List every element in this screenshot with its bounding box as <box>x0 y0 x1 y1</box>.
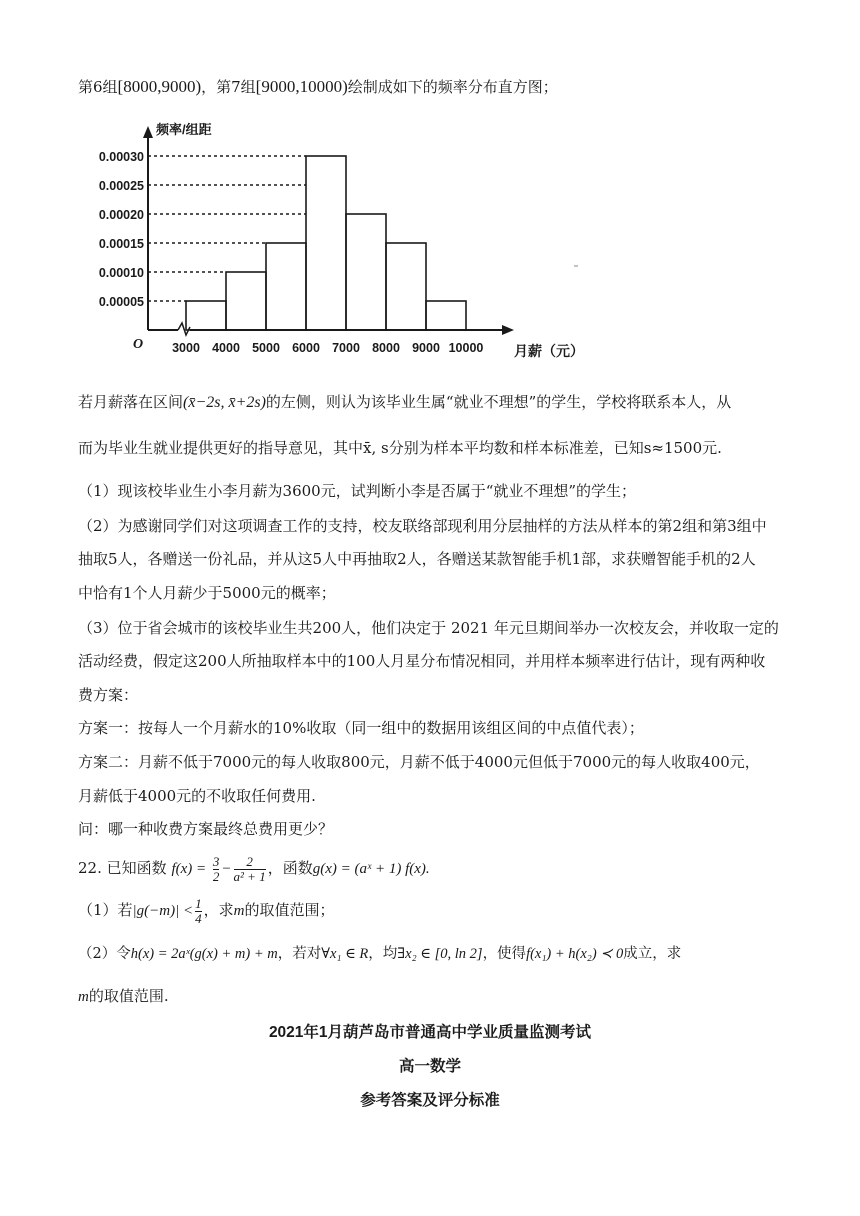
chart-axes <box>143 126 578 335</box>
text: ，求 <box>203 901 234 919</box>
text: 成立，求 <box>623 946 682 962</box>
interval-7: [9000,10000) <box>255 77 348 96</box>
denominator: 2 <box>212 868 220 884</box>
paragraph-line-1 <box>78 392 731 413</box>
text: 的左侧，则认为该毕业生属“就业不理想”的学生，学校将联系本人，从 <box>265 393 732 411</box>
intro-text: ，第7组 <box>201 78 256 96</box>
histogram-bar <box>386 243 426 330</box>
y-tick-label: 0.00015 <box>98 237 144 251</box>
question-1: （1）现该校毕业生小李月薪为3600元，试判断小李是否属于“就业不理想”的学生； <box>78 482 637 500</box>
origin-label: O <box>132 337 144 352</box>
text: 若月薪落在区间 <box>78 393 184 411</box>
y-tick-label: 0.00030 <box>98 150 144 164</box>
histogram-bar <box>426 301 466 330</box>
x-tick-label: 8000 <box>372 341 400 355</box>
question-2-line-3: 中恰有1个人月薪少于5000元的概率； <box>78 584 336 602</box>
problem-22-part-1 <box>78 893 335 927</box>
plan-2-line-1: 方案二：月薪不低于7000元的每人收取800元，月薪不低于4000元但低于7000元的每人收取400元， <box>78 753 760 771</box>
text: （2）令 <box>78 946 131 962</box>
histogram-bar <box>266 243 306 330</box>
y-axis-title: 频率/组距 <box>156 122 212 137</box>
interval-6: [8000,9000) <box>117 77 202 96</box>
variable-m: m <box>78 989 89 1005</box>
variable-m: m <box>233 903 245 919</box>
intro-line <box>78 77 558 97</box>
histogram-bar <box>186 301 226 330</box>
intro-text: 绘制成如下的频率分布直方图； <box>347 78 558 96</box>
x-tick-label: 9000 <box>412 341 440 355</box>
x-axis-title: 月薪（元） <box>514 343 584 359</box>
plan-2-line-2: 月薪低于4000元的不收取任何费用. <box>78 787 316 805</box>
numerator: 3 <box>212 853 220 869</box>
x-tick-label: 10000 <box>448 341 484 355</box>
intro-text: 第6组 <box>78 78 118 96</box>
problem-22-part-2 <box>78 944 681 964</box>
y-tick-label: 0.00005 <box>98 295 144 309</box>
text: 的取值范围； <box>244 901 335 919</box>
paragraph-line-2: 而为毕业生就业提供更好的指导意见，其中x̄, s分别为样本平均数和样本标准差，已知s≈1500元. <box>78 439 722 457</box>
x-tick-label: 4000 <box>212 341 240 355</box>
y-tick-label: 0.00020 <box>98 208 144 222</box>
y-tick-label: 0.00010 <box>98 266 144 280</box>
x-tick-label: 5000 <box>252 341 280 355</box>
problem-22-part-2-end <box>78 986 169 1007</box>
text: （1）若 <box>78 901 133 919</box>
text: 的取值范围. <box>88 987 169 1005</box>
histogram-bar <box>226 272 266 330</box>
answer-title: 参考答案及评分标准 <box>360 1092 500 1109</box>
text: ，若对 <box>277 946 322 962</box>
text: 已知函数 <box>106 859 167 877</box>
fraction-2-a2 <box>234 855 266 884</box>
frequency-histogram <box>78 118 598 378</box>
question-2-line-2: 抽取5人，各赠送一份礼品，并从这5人中再抽取2人，各赠送某款智能手机1部，求获赠智能手机的2人 <box>78 550 756 568</box>
x-tick-label: 6000 <box>292 341 320 355</box>
question-ask: 问：哪一种收费方案最终总费用更少？ <box>78 820 334 838</box>
fraction-3-2 <box>213 855 220 884</box>
axis-break <box>178 323 190 335</box>
fraction-1-4 <box>195 897 202 926</box>
histogram-bar <box>346 214 386 330</box>
y-axis-arrow <box>143 126 153 138</box>
h-definition: h(x) = 2aˣ(g(x) + m) + m <box>130 946 278 962</box>
g-definition: g(x) = (aˣ + 1) f(x). <box>312 861 430 877</box>
denominator: 4 <box>195 910 202 926</box>
question-2-line-1: （2）为感谢同学们对这项调查工作的支持，校友联络部现利用分层抽样的方法从样本的第2组和第3组中 <box>78 517 767 535</box>
inequality-expr: f(x₁) + h(x₂) ≺ 0 <box>526 946 624 962</box>
text: ，均 <box>368 946 398 962</box>
abs-inequality: |g(−m)| < <box>132 903 194 919</box>
subject-title: 高一数学 <box>398 1058 461 1075</box>
x-tick-label: 7000 <box>332 341 360 355</box>
histogram-bar <box>306 156 346 330</box>
chart-labels <box>99 122 584 359</box>
x-axis-arrow <box>502 325 514 335</box>
text: ，使得 <box>482 946 527 962</box>
minus-sign: − <box>221 861 232 877</box>
plan-1: 方案一：按每人一个月薪水的10%收取（同一组中的数据用该组区间的中点值代表）； <box>78 719 644 737</box>
question-3-line-3: 费方案： <box>78 686 139 704</box>
exists-expr: ∃x₂ ∈ [0, ln 2] <box>397 946 483 962</box>
problem-22-statement <box>78 851 430 885</box>
problem-number: 22. <box>78 859 102 877</box>
denominator: a² + 1 <box>233 868 266 884</box>
question-3-line-2: 活动经费，假定这200人所抽取样本中的100人月星分布情况相同，并用样本频率进行估计，现有两种收 <box>78 652 766 670</box>
forall-expr: ∀x₁ ∈ R <box>321 946 369 962</box>
text: ，函数 <box>267 859 313 877</box>
f-definition: f(x) = <box>171 861 207 877</box>
interval-expr: (x̄−2s, x̄+2s) <box>183 394 266 411</box>
question-3-line-1: （3）位于省会城市的该校毕业生共200人，他们决定于 2021 年元旦期间举办一次校友会，并收取一定的 <box>78 619 779 637</box>
x-tick-label: 3000 <box>172 341 200 355</box>
numerator: 1 <box>195 895 202 911</box>
exam-title: 2021年1月葫芦岛市普通高中学业质量监测考试 <box>268 1024 592 1041</box>
numerator: 2 <box>246 853 253 869</box>
y-tick-label: 0.00025 <box>98 179 144 193</box>
